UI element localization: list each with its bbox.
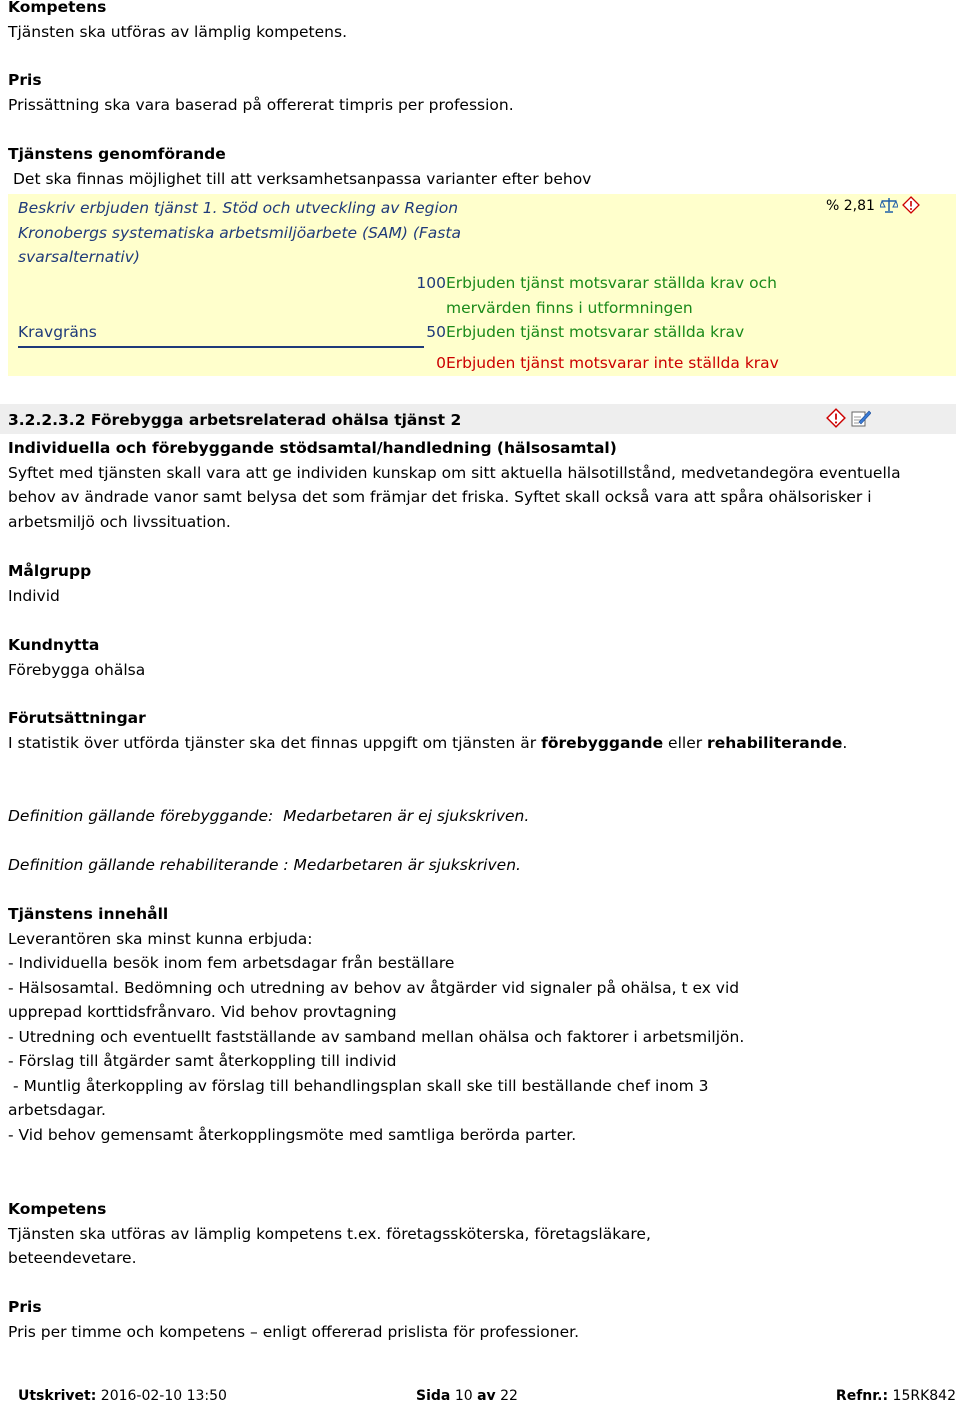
innehall-line: - Vid behov gemensamt återkopplingsmöte med samtliga berörda parter.: [8, 1125, 577, 1144]
innehall-line: - Förslag till åtgärder samt återkoppling till individ: [8, 1052, 397, 1070]
forutsattningar-end: .: [842, 733, 848, 752]
forutsattningar-block: [8, 706, 952, 755]
sida-total: 22: [500, 1388, 518, 1404]
kompetens2-heading: Kompetens: [8, 1200, 107, 1218]
kompetens2-text: Tjänsten ska utföras av lämplig kompetens t.ex. företagssköterska, företagsläkare, beteendevetare.: [8, 1224, 651, 1267]
kundnytta-text: Förebygga ohälsa: [8, 660, 146, 679]
option-row: [18, 320, 818, 344]
option-score: 0: [436, 354, 446, 372]
option-score: 100: [416, 274, 446, 292]
genomforande-block: [8, 142, 952, 191]
section-intro: Syftet med tjänsten skall vara att ge individen kunskap om sitt aktuella hälsotillstånd, medvetandegöra eventuella behov av ändrade vanor samt belysa det som främjar det friska. Syftet skall också vara att spåra ohälsorisker i arbetsmiljö och livssituation.: [8, 463, 901, 531]
innehall-line: Leverantören ska minst kunna erbjuda:: [8, 929, 313, 948]
malgrupp-block: [8, 559, 952, 608]
genomforande-heading: Tjänstens genomförande: [8, 145, 226, 163]
kravgrans-line: [18, 346, 424, 348]
definition-rehabiliterande: Definition gällande rehabiliterande : Medarbetaren är sjukskriven.: [8, 856, 521, 874]
refnr-value: 15RK842: [892, 1388, 956, 1404]
option-score: 50: [426, 323, 446, 341]
sida-num: 10: [454, 1388, 473, 1404]
option-text: Erbjuden tjänst motsvarar inte ställda krav: [446, 354, 779, 372]
innehall-line: - Muntlig återkoppling av förslag till behandlingsplan skall ske till beställande chef inom 3 arbetsdagar.: [8, 1076, 714, 1119]
sida-label: Sida: [416, 1388, 451, 1404]
section-icons: [826, 408, 871, 436]
option-text: Erbjuden tjänst motsvarar ställda krav: [446, 323, 745, 341]
option-text: Erbjuden tjänst motsvarar ställda krav och mervärden finns i utformningen: [446, 274, 777, 317]
utskrivet-label: Utskrivet:: [18, 1388, 97, 1404]
warning-icon[interactable]: [902, 196, 920, 222]
option-row: [18, 271, 818, 317]
refnr-label: Refnr.:: [835, 1388, 889, 1404]
page-footer: [18, 1386, 956, 1408]
kompetens2-block: [8, 1197, 952, 1271]
warning-icon[interactable]: [826, 414, 851, 432]
section-title: 3.2.2.3.2 Förebygga arbetsrelaterad ohälsa tjänst 2: [8, 411, 462, 429]
pris-heading: Pris: [8, 71, 42, 89]
section-header: [0, 404, 956, 434]
av-label: av: [477, 1388, 496, 1404]
section-body: [8, 436, 952, 534]
edit-icon[interactable]: [851, 414, 871, 432]
forutsattningar-text: [8, 731, 952, 756]
evaluation-box: [8, 194, 956, 376]
forutsattningar-pre: I statistik över utförda tjänster ska det finnas uppgift om tjänsten är: [8, 733, 542, 752]
innehall-block: [8, 902, 952, 1147]
pris2-heading: Pris: [8, 1298, 42, 1316]
kundnytta-block: [8, 633, 952, 682]
section-subtitle: Individuella och förebyggande stödsamtal/handledning (hälsosamtal): [8, 439, 617, 457]
option-row: [18, 351, 818, 375]
forutsattningar-mid: eller: [663, 733, 708, 752]
innehall-line: - Individuella besök inom fem arbetsdagar från beställare: [8, 954, 455, 972]
kompetens-heading: Kompetens: [8, 0, 107, 16]
scale-icon[interactable]: [880, 196, 898, 222]
innehall-heading: Tjänstens innehåll: [8, 905, 169, 923]
evaluation-question: Beskriv erbjuden tjänst 1. Stöd och utveckling av Region Kronobergs systematiska arbetsmiljöarbete (SAM) (Fasta svarsalternativ): [18, 199, 461, 266]
kravgrans-label: Kravgräns: [18, 323, 97, 341]
forutsattningar-bold-2: rehabiliterande: [707, 733, 843, 752]
kundnytta-heading: Kundnytta: [8, 636, 100, 654]
evaluation-percent: % 2,81: [826, 198, 875, 214]
footer-sida: [416, 1386, 518, 1406]
footer-refnr: [836, 1386, 956, 1406]
pris2-text: Pris per timme och kompetens – enligt offererad prislista för professioner.: [8, 1322, 579, 1341]
footer-utskrivet: [18, 1386, 227, 1406]
forutsattningar-bold-1: förebyggande: [541, 733, 664, 752]
innehall-line: - Utredning och eventuellt fastställande av samband mellan ohälsa och faktorer i arbetsmiljön.: [8, 1027, 745, 1046]
malgrupp-heading: Målgrupp: [8, 562, 92, 580]
utskrivet-value: 2016-02-10 13:50: [100, 1388, 227, 1404]
innehall-line: - Hälsosamtal. Bedömning och utredning av behov av åtgärder vid signaler på ohälsa, t ex vid upprepad korttidsfrånvaro. Vid behov provtagning: [8, 978, 740, 1021]
malgrupp-text: Individ: [8, 586, 60, 605]
pris-block: [8, 68, 952, 117]
top-section: [8, 0, 952, 44]
definition-forebyggande: Definition gällande förebyggande: Medarbetaren är ej sjukskriven.: [8, 807, 530, 825]
kompetens-text: Tjänsten ska utföras av lämplig kompetens.: [8, 22, 347, 41]
forutsattningar-heading: Förutsättningar: [8, 709, 146, 727]
genomforande-text: Det ska finnas möjlighet till att verksamhetsanpassa varianter efter behov: [13, 169, 592, 188]
pris2-block: [8, 1295, 952, 1344]
pris-text: Prissättning ska vara baserad på offererat timpris per profession.: [8, 95, 514, 114]
